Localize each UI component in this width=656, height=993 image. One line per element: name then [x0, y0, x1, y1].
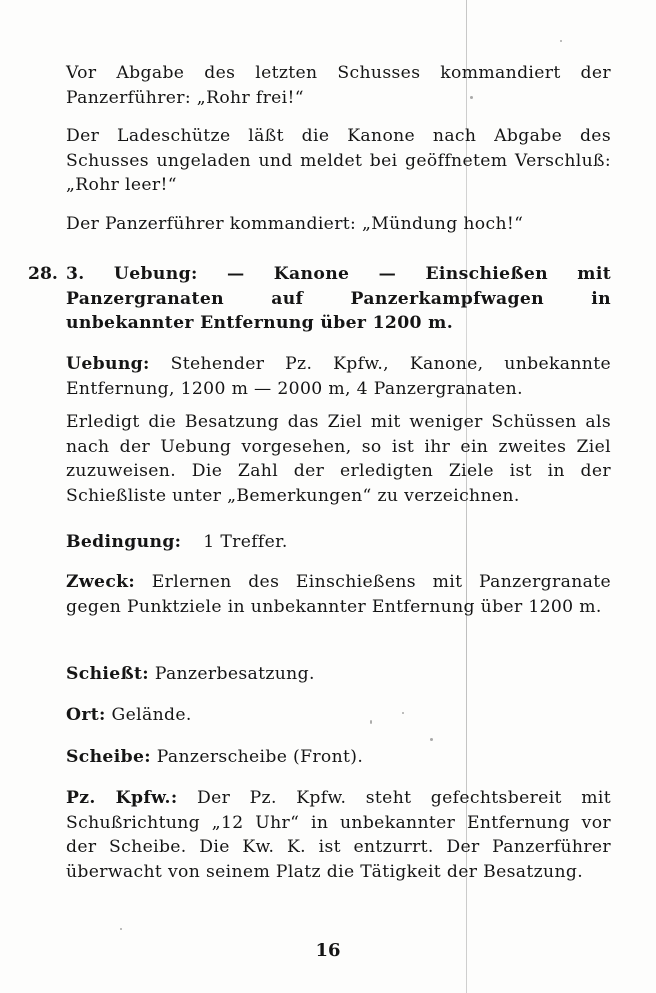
zweck-label: Zweck: [66, 572, 136, 592]
section-bedingung [66, 530, 611, 555]
section-uebung [66, 352, 611, 401]
uebung-label: Uebung: [66, 354, 150, 374]
uebung-text: Stehender Pz. Kpfw., Kanone, unbekannte Entfernung, 1200 m — 2000 m, 4 Panzergranaten. [66, 354, 611, 399]
schiesst-label: Schießt: [66, 664, 149, 684]
scan-speck [560, 40, 562, 42]
ort-label: Ort: [66, 705, 106, 725]
scheibe-text: Panzerscheibe (Front). [156, 747, 364, 767]
exercise-number: 28. [28, 264, 58, 284]
ort-text: Gelände. [111, 705, 192, 725]
scan-speck [120, 928, 122, 930]
scan-speck [430, 738, 433, 741]
paragraph-rohr-frei [66, 61, 611, 110]
bedingung-text: 1 Treffer. [203, 532, 288, 552]
section-ort [66, 703, 611, 728]
bedingung-label: Bedingung: [66, 532, 182, 552]
exercise-title [66, 262, 611, 336]
paragraph-text: Der Ladeschütze läßt die Kanone nach Abgabe des Schusses ungeladen und meldet bei geöffnetem Verschluß: „Rohr leer!“ [66, 126, 611, 195]
exercise-title-text: 3. Uebung: — Kanone — Einschießen mit Panzergranaten auf Panzerkampfwagen in unbekannter Entfernung über 1200 m. [66, 264, 611, 333]
schiesst-text: Panzerbesatzung. [154, 664, 315, 684]
scheibe-label: Scheibe: [66, 747, 151, 767]
pzkpfw-text: Der Pz. Kpfw. steht gefechtsbereit mit Schußrichtung „12 Uhr“ in unbekannter Entfernung vor der Scheibe. Die Kw. K. ist entzurrt. Der Panzerführer überwacht von seinem Platz die Tätigkeit der Besatzung. [66, 788, 611, 882]
paragraph-muendung-hoch [66, 212, 611, 237]
paragraph-ladeschuetze [66, 124, 611, 198]
section-pzkpfw [66, 786, 611, 884]
paragraph-erledigt [66, 410, 611, 508]
zweck-text: Erlernen des Einschießens mit Panzergranate gegen Punktziele in unbekannter Entfernung über 1200 m. [66, 572, 611, 617]
pzkpfw-label: Pz. Kpfw.: [66, 788, 178, 808]
section-scheibe [66, 745, 611, 770]
section-schiesst [66, 662, 611, 687]
section-zweck [66, 570, 611, 619]
paragraph-text: Erledigt die Besatzung das Ziel mit weniger Schüssen als nach der Uebung vorgesehen, so ist ihr ein zweites Ziel zuzuweisen. Die Zahl der erledigten Ziele ist in der Schießliste unter „Bemerkungen“ zu verzeichnen. [66, 412, 611, 506]
page-number: 16 [315, 940, 341, 961]
paragraph-text: Der Panzerführer kommandiert: „Mündung hoch!“ [66, 214, 524, 234]
paragraph-text: Vor Abgabe des letzten Schusses kommandiert der Panzerführer: „Rohr frei!“ [66, 63, 611, 108]
